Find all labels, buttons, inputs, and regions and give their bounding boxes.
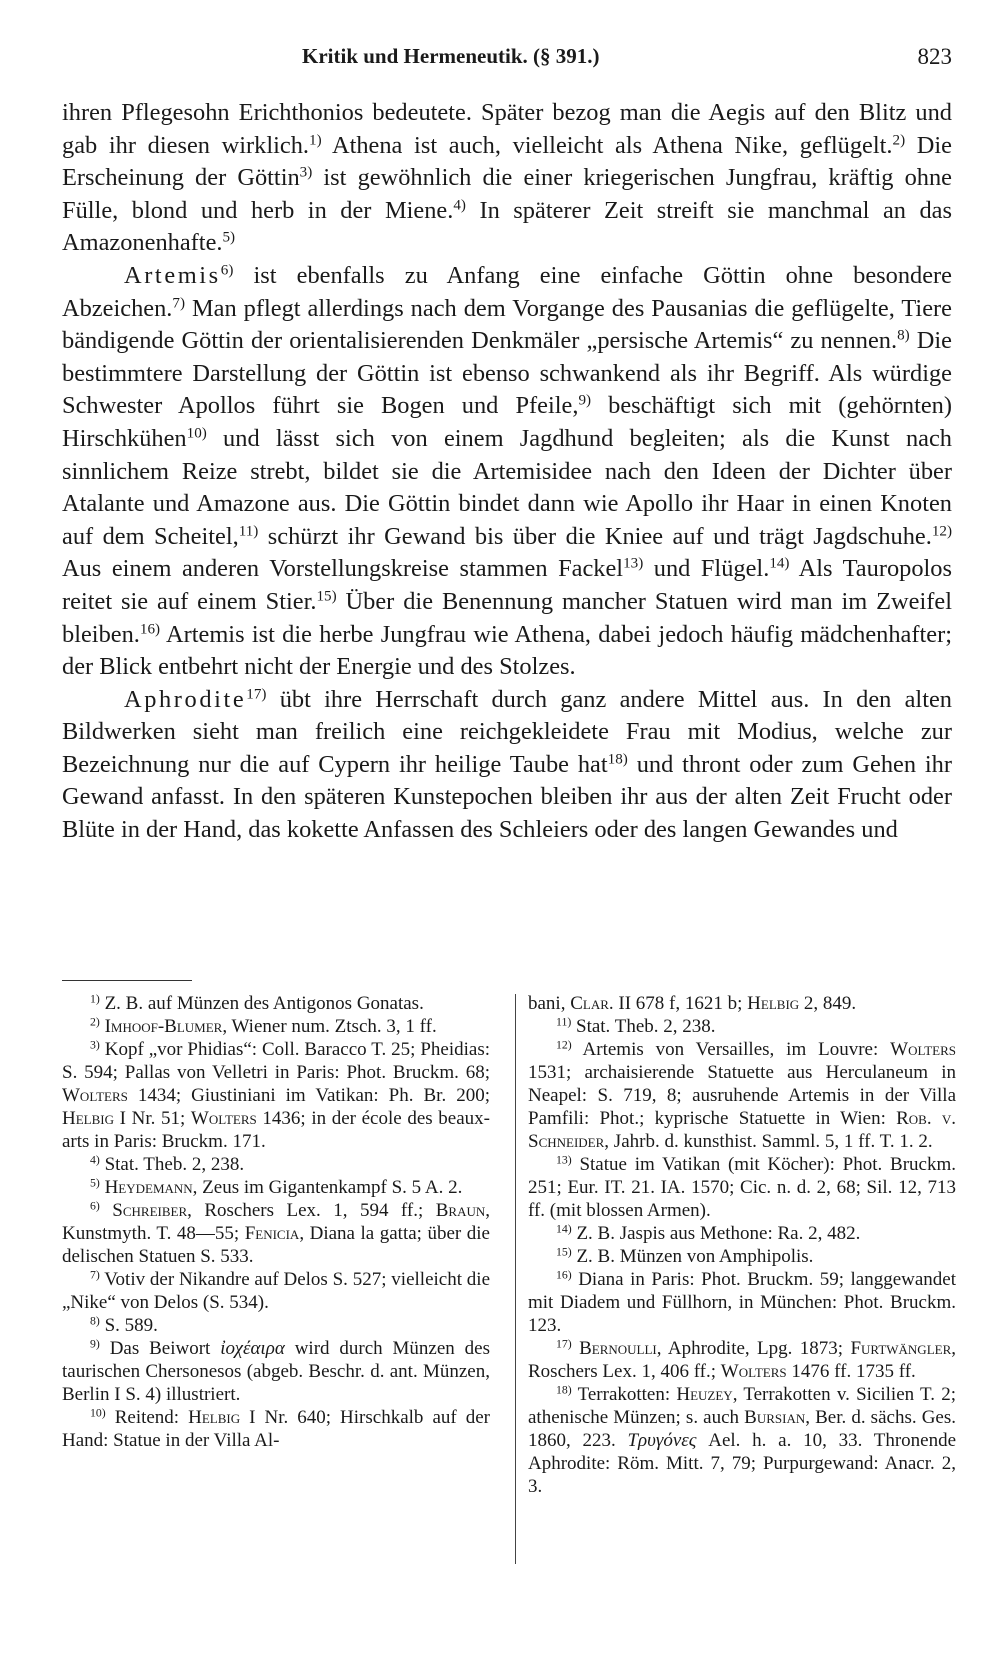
footnote-text: Votiv der Nikandre auf Delos S. 527; vielleicht die „Nike“ von Delos (S. 534). [62,1269,490,1313]
footnote-text: , Ber. d. sächs. Ges. 1860, 223. [528,1407,956,1451]
text-run: und thront oder zum Gehen ihr Gewand anfasst. In den späteren Kunstepochen bleiben ihr aus der alten Zeit Frucht oder Blüte in der Hand, das kokette Anfassen des Schleiers oder des langen Gewandes und [62,750,953,844]
footnote-17 [528,1337,956,1383]
text-run: übt ihre Herrschaft durch ganz andere Mittel aus. In den alten Bildwerken sieht man freilich eine reichgekleidete Frau mit Modius, welche zur Bezeichnung nur die auf Cypern ihr heilige Taube hat [62,685,952,778]
footnote-ref[interactable]: 5) [222,230,236,247]
greek-term: Τρυγόνες [627,1430,697,1451]
footnote-ref[interactable]: 4) [453,197,466,214]
text-run: Man pflegt allerdings nach dem Vorgange des Pausanias die geflügelte, Tiere bändigende Göttin der orientalisierenden Denkmäler „persische Artemis“ zu nennen. [62,294,952,355]
footnote-text: Statue im Vatikan (mit Köcher): Phot. Bruckm. 251; Eur. IT. 21. IA. 1570; Cic. n. d. 2, 68; Sil. 12, 713 ff. (mit blossen Armen). [528,1154,956,1221]
footnote-text: , Roschers Lex. 1, 594 ff.; [187,1200,436,1221]
footnote-12 [528,1038,956,1153]
footnote-ref[interactable]: 1) [309,132,322,149]
footnote-text: Reitend: [105,1407,189,1428]
text-run: Über die Benennung mancher Statuen wird man im Zweifel bleiben. [62,587,952,648]
author-name: Clar. [570,993,614,1014]
body-text [62,97,952,847]
footnote-16 [528,1268,956,1337]
footnote-text: II 678 f, 1621 b; [613,993,748,1014]
footnote-ref[interactable]: 13) [623,556,644,572]
footnote-text: 1476 ff. 1735 ff. [786,1361,916,1382]
text-run: schürzt ihr Gewand bis über die Kniee auf und trägt Jagdschuhe. [258,522,932,550]
author-name: Bursian [744,1407,806,1428]
footnote-ref[interactable]: 2) [892,132,906,149]
footnote-mark: 10) [90,1406,106,1420]
text-run: ist gewöhnlich die einer kriegerischen Jungfrau, kräftig ohne Fülle, blond und herb in der Miene. [62,164,952,224]
footnote-text: , Wiener num. Ztsch. 3, 1 ff. [222,1016,437,1037]
footnote-text: , Zeus im Gigantenkampf S. 5 A. 2. [192,1177,463,1198]
footnote-column-divider [515,994,516,1564]
footnote-11 [528,1015,956,1038]
footnote-text: , Kunstmyth. T. 48—55; [62,1200,490,1244]
footnote-ref[interactable]: 3) [299,164,313,181]
footnote-mark: 16) [556,1268,572,1282]
paragraph-athena [62,97,952,260]
footnote-mark: 2) [90,1015,100,1029]
footnote-text: Stat. Theb. 2, 238. [99,1154,245,1175]
running-head: Kritik und Hermeneutik. (§ 391.) [302,44,600,68]
footnote-text: Artemis von Versailles, im Louvre: [571,1039,891,1060]
footnote-text: 1434; Giustiniani im Vatikan: Ph. Br. 200; [127,1085,490,1106]
footnote-ref[interactable]: 14) [769,556,790,572]
deity-name: Artemis [124,261,221,289]
text-run: ihren Pflegesohn Erichthonios bedeutete. Später bezog man die Aegis auf den Blitz und gab ihr diesen wirklich. [62,99,952,159]
footnote-text: bani, [528,993,571,1014]
footnote-text: 1531; archaisierende Statuette aus Herculaneum in Neapel: S. 719, 8; ausruhende Artemis in der Villa Pamfili: Phot.; kyprische Statuette in Wien: [528,1062,956,1129]
footnote-mark: 11) [556,1015,572,1029]
footnote-text: Das Beiwort [99,1338,221,1359]
footnote-5 [62,1176,490,1199]
footnote-13 [528,1153,956,1222]
page-number: 823 [917,44,952,69]
footnote-8 [62,1314,490,1337]
footnote-text: 2, 849. [799,993,857,1014]
footnote-mark: 8) [90,1314,100,1328]
footnote-mark: 7) [90,1268,100,1282]
footnote-mark: 6) [90,1199,100,1213]
footnote-mark: 1) [90,992,100,1006]
footnote-18 [528,1383,956,1498]
footnote-ref[interactable]: 7) [172,295,185,312]
text-run: Aus einem anderen Vorstellungskreise stammen Fackel [62,555,624,583]
author-name: Wolters [890,1039,956,1060]
footnote-9 [62,1337,490,1406]
footnote-ref[interactable]: 11) [238,523,259,540]
footnote-text: 1436; in der école des beaux-arts in Paris: Bruckm. 171. [62,1108,490,1152]
text-run: ist ebenfalls zu Anfang eine einfache Göttin ohne besondere Abzeichen. [62,261,952,322]
author-name: Wolters [62,1085,128,1106]
footnote-mark: 5) [90,1176,100,1190]
footnote-text: Z. B. auf Münzen des Antigonos Gonatas. [99,993,424,1014]
footnote-text: , Roschers Lex. 1, 406 ff.; [528,1338,956,1382]
footnote-2 [62,1015,490,1038]
author-name: Helbig [62,1108,114,1129]
footnote-ref[interactable]: 18) [607,751,628,768]
footnote-ref[interactable]: 17) [246,686,267,703]
footnote-10-continued [528,992,956,1015]
footnote-text: I Nr. 51; [114,1108,191,1129]
footnote-mark: 17) [556,1337,572,1351]
footnote-text: , Jahrb. d. kunsthist. Samml. 5, 1 ff. T. 1. 2. [604,1131,933,1152]
footnote-text: Diana in Paris: Phot. Bruckm. 59; langgewandet mit Diadem und Füllhorn, in München: Phot. Bruckm. 123. [528,1269,956,1336]
author-name: Heuzey [676,1384,733,1405]
footnotes-right-column [528,992,956,1498]
footnote-ref[interactable]: 9) [578,393,592,410]
author-name: Fenicia [244,1223,300,1244]
footnote-text: , Terrakotten v. Sicilien T. 2; athenische Münzen; s. auch [528,1384,956,1428]
footnote-ref[interactable]: 10) [186,425,207,442]
text-run: beschäftigt sich mit (gehörnten) Hirschkühen [62,392,952,452]
author-name: Heydemann [104,1177,193,1198]
footnote-mark: 13) [556,1153,572,1167]
page-header [62,44,952,84]
footnote-ref[interactable]: 8) [897,327,910,344]
footnote-3 [62,1038,490,1153]
footnote-mark: 3) [90,1038,100,1052]
text-run: und lässt sich von einem Jagdhund begleiten; als die Kunst nach sinnlichem Reize strebt, bildet sie die Artemisidee nach den Ideen der Dichter über Atalante und Amazone aus. Die Göttin bindet dann wie Apollo ihr Haar in einen Knoten auf dem Scheitel, [62,424,952,550]
footnote-text: , Aphrodite, Lpg. 1873; [656,1338,851,1359]
footnote-ref[interactable]: 15) [316,588,337,605]
paragraph-artemis [62,260,952,684]
footnote-text: Terrakotten: [571,1384,677,1405]
footnote-15 [528,1245,956,1268]
text-run: und Flügel. [643,555,770,583]
footnote-mark: 14) [556,1222,572,1236]
footnote-ref[interactable]: 6) [220,262,234,279]
paragraph-aphrodite [62,684,952,847]
footnote-mark: 15) [556,1245,572,1259]
footnotes-left-column [62,992,490,1452]
footnote-mark: 4) [90,1153,100,1167]
deity-name: Aphrodite [124,685,247,713]
footnote-ref[interactable]: 12) [931,523,952,540]
text-run: Die bestimmtere Darstellung der Göttin ist ebenso schwankend als ihr Begriff. Als würdige Schwester Apollos führt sie Bogen und Pfeile, [62,327,952,420]
author-name: Furtwängler [850,1338,952,1359]
text-run: Als Tauropolos reitet sie auf einem Stier. [62,555,952,615]
author-name: Helbig [747,993,800,1014]
footnote-6 [62,1199,490,1268]
footnote-text: Z. B. Jaspis aus Methone: Ra. 2, 482. [571,1223,861,1244]
footnote-ref[interactable]: 16) [139,621,161,638]
footnote-text: wird durch Münzen des taurischen Chersonesos (abgeb. Beschr. d. ant. Münzen, Berlin I S. 4) illustriert. [62,1338,490,1405]
author-name: Imhoof-Blumer [104,1016,223,1037]
footnote-rule [62,980,192,981]
footnote-7 [62,1268,490,1314]
footnote-10 [62,1406,490,1452]
greek-term: ἰοχέαιρα [220,1338,285,1359]
author-name: Wolters [190,1108,257,1129]
footnote-text: Kopf „vor Phidias“: Coll. Baracco T. 25; Pheidias: S. 594; Pallas von Velletri in Paris: Phot. Bruckm. 68; [62,1039,490,1083]
author-name: Schreiber [112,1200,188,1221]
footnote-14 [528,1222,956,1245]
footnote-text: I Nr. 640; Hirschkalb auf der Hand: Statue in der Villa Al- [62,1407,490,1451]
text-run: In späterer Zeit streift sie manchmal an das Amazonenhafte. [62,196,952,257]
author-name: Braun [435,1200,486,1221]
footnote-1 [62,992,490,1015]
text-run: Athena ist auch, vielleicht als Athena Nike, geflügelt. [321,131,893,159]
footnote-mark: 9) [90,1337,100,1351]
footnote-text: Stat. Theb. 2, 238. [571,1016,716,1037]
footnote-text: , Diana la gatta; über die delischen Statuen S. 533. [62,1223,490,1267]
footnote-text: S. 589. [99,1315,158,1336]
footnote-mark: 18) [556,1383,572,1397]
author-name: Bernoulli [579,1338,657,1359]
footnote-mark: 12) [556,1038,572,1052]
author-name: Helbig [188,1407,241,1428]
text-run: Artemis ist die herbe Jungfrau wie Athena, dabei jedoch häufig mädchenhafter; der Blick entbehrt nicht der Energie und des Stolzes. [62,620,952,681]
footnote-text: Ael. h. a. 10, 33. Thronende Aphrodite: Röm. Mitt. 7, 79; Purpurgewand: Anacr. 2, 3. [528,1430,957,1497]
footnote-4 [62,1153,490,1176]
footnote-text: Z. B. Münzen von Amphipolis. [571,1246,814,1267]
author-name: Wolters [720,1361,787,1382]
author-name: Rob. v. Schneider [528,1108,956,1152]
text-run: Die Erscheinung der Göttin [62,131,952,192]
